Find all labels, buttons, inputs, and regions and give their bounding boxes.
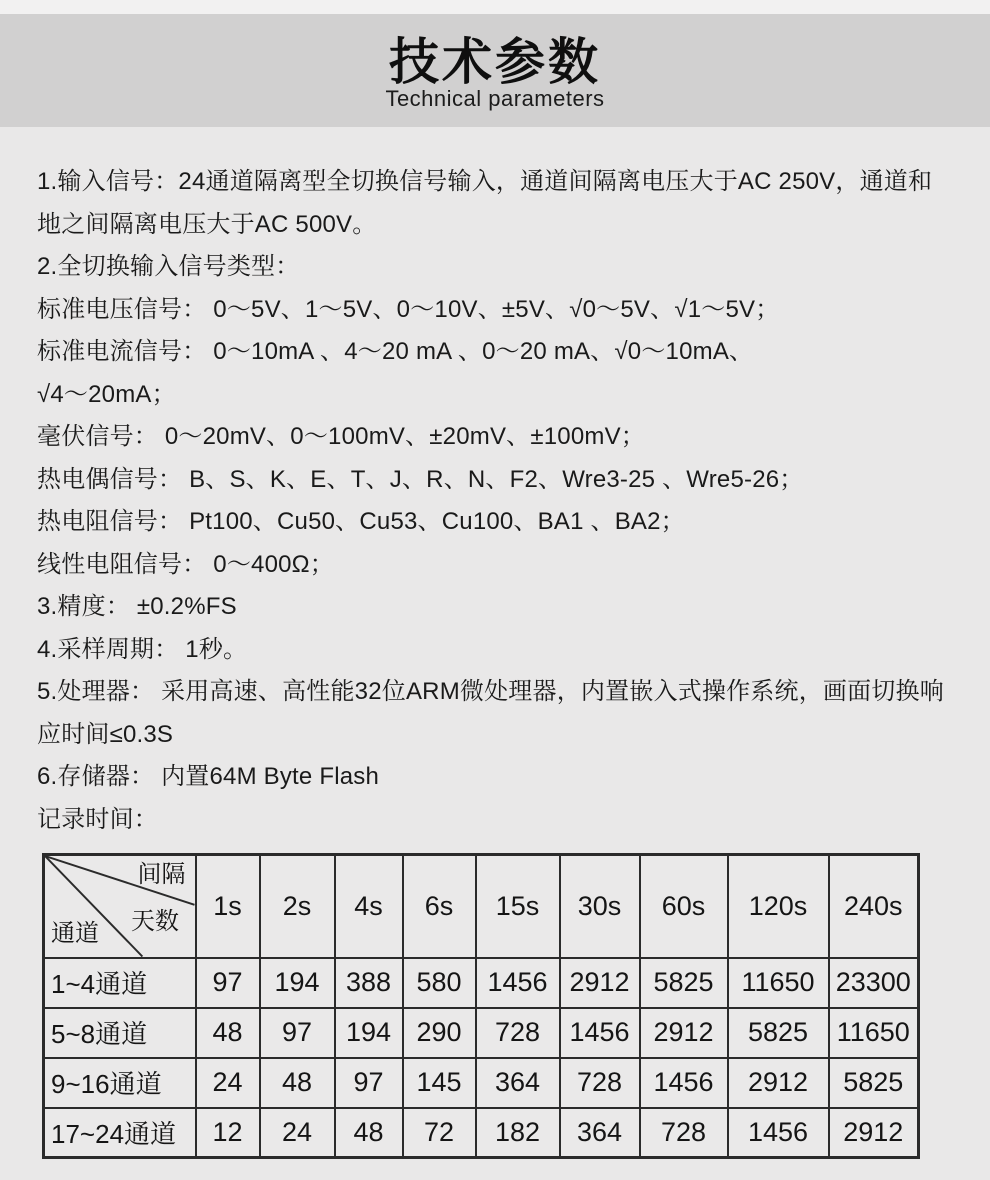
record-time-table (42, 853, 920, 1159)
days-cell: 364 (476, 1058, 560, 1108)
specs-section (0, 127, 990, 1159)
days-cell: 1456 (640, 1058, 728, 1108)
interval-header: 240s (829, 855, 919, 958)
days-cell: 11650 (829, 1008, 919, 1058)
interval-header: 120s (728, 855, 829, 958)
days-cell: 5825 (640, 958, 728, 1008)
spec-line: 2.全切换输入信号类型： (37, 253, 300, 280)
days-cell: 2912 (560, 958, 640, 1008)
interval-header: 60s (640, 855, 728, 958)
days-cell: 194 (260, 958, 335, 1008)
days-cell: 97 (196, 958, 260, 1008)
spec-line: 热电阻信号： Pt100、Cu50、Cu53、Cu100、BA1 、BA2； (37, 508, 685, 535)
spec-line: 5.处理器： 采用高速、高性能32位ARM微处理器，内置嵌入式操作系统，画面切换响 (37, 678, 944, 705)
days-cell: 24 (196, 1058, 260, 1108)
days-cell: 182 (476, 1108, 560, 1158)
days-cell: 728 (560, 1058, 640, 1108)
spec-line: 1.输入信号：24通道隔离型全切换信号输入，通道间隔离电压大于AC 250V，通道和 (37, 168, 933, 195)
spec-line: 3.精度： ±0.2%FS (37, 593, 237, 620)
days-cell: 2912 (640, 1008, 728, 1058)
days-cell: 23300 (829, 958, 919, 1008)
spec-line: 热电偶信号： B、S、K、E、T、J、R、N、F2、Wre3-25 、Wre5-26； (37, 465, 804, 493)
channel-label: 1~4通道 (44, 958, 196, 1008)
days-cell: 5825 (728, 1008, 829, 1058)
page-subtitle: Technical parameters (385, 86, 605, 111)
spec-line: 毫伏信号： 0～20mV、0～100mV、±20mV、±100mV； (37, 423, 645, 450)
days-cell: 97 (260, 1008, 335, 1058)
title-band (0, 14, 990, 127)
spec-lines (37, 161, 970, 841)
channel-label: 17~24通道 (44, 1108, 196, 1158)
corner-label-days: 天数 (131, 908, 179, 935)
interval-header: 1s (196, 855, 260, 958)
spec-line: 应时间≤0.3S (37, 720, 174, 748)
table-header-row (44, 855, 919, 958)
days-cell: 2912 (829, 1108, 919, 1158)
days-cell: 12 (196, 1108, 260, 1158)
interval-header: 15s (476, 855, 560, 958)
days-cell: 97 (335, 1058, 403, 1108)
days-cell: 580 (403, 958, 476, 1008)
days-cell: 728 (476, 1008, 560, 1058)
days-cell: 388 (335, 958, 403, 1008)
spec-line: 6.存储器： 内置64M Byte Flash (37, 763, 380, 790)
days-cell: 1456 (560, 1008, 640, 1058)
interval-header: 4s (335, 855, 403, 958)
interval-header: 6s (403, 855, 476, 958)
days-cell: 2912 (728, 1058, 829, 1108)
days-cell: 48 (260, 1058, 335, 1108)
days-cell: 11650 (728, 958, 829, 1008)
corner-label-channel: 通道 (51, 919, 99, 947)
days-cell: 728 (640, 1108, 728, 1158)
spec-line: 线性电阻信号： 0～400Ω； (37, 550, 334, 578)
days-cell: 290 (403, 1008, 476, 1058)
days-cell: 194 (335, 1008, 403, 1058)
table-row (44, 1008, 919, 1058)
corner-label-interval: 间隔 (137, 861, 186, 888)
table-row (44, 1108, 919, 1158)
table-row (44, 958, 919, 1008)
days-cell: 1456 (476, 958, 560, 1008)
days-cell: 1456 (728, 1108, 829, 1158)
days-cell: 48 (335, 1108, 403, 1158)
spec-line: 记录时间： (37, 805, 158, 833)
days-cell: 24 (260, 1108, 335, 1158)
days-cell: 72 (403, 1108, 476, 1158)
top-strip (0, 0, 990, 14)
spec-line: √4～20mA； (37, 380, 176, 408)
interval-header: 30s (560, 855, 640, 958)
page-title: 技术参数 (389, 34, 601, 90)
channel-label: 5~8通道 (44, 1008, 196, 1058)
channel-label: 9~16通道 (44, 1058, 196, 1108)
corner-header-cell (44, 855, 196, 958)
spec-line: 地之间隔离电压大于AC 500V。 (37, 210, 377, 238)
days-cell: 48 (196, 1008, 260, 1058)
days-cell: 145 (403, 1058, 476, 1108)
spec-line: 4.采样周期： 1秒。 (37, 635, 248, 663)
interval-header: 2s (260, 855, 335, 958)
spec-line: 标准电压信号： 0～5V、1～5V、0～10V、±5V、√0～5V、√1～5V； (37, 295, 780, 323)
days-cell: 5825 (829, 1058, 919, 1108)
days-cell: 364 (560, 1108, 640, 1158)
table-row (44, 1058, 919, 1108)
spec-line: 标准电流信号： 0～10mA 、4～20 mA 、0～20 mA、√0～10mA、 (37, 338, 754, 365)
